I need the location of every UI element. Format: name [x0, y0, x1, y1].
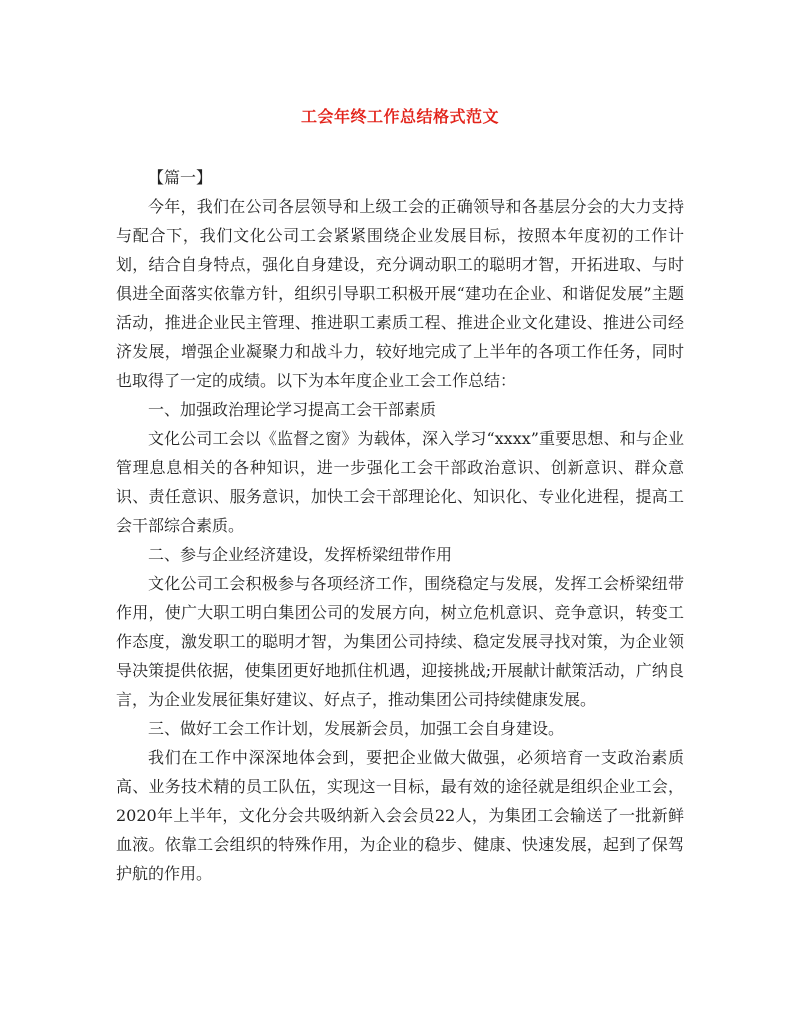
section-heading-3: 三、做好工会工作计划，发展新会员，加强工会自身建设。	[148, 719, 565, 738]
section-1-paragraph: 文化公司工会以《监督之窗》为载体，深入学习“xxxx”重要思想、和与企业管理息息相关的各种知识，进一步强化工会干部政治意识、创新意识、群众意识、责任意识、服务意识，加快工会干部理论化、知识化、专业化进程，提高工会干部综合素质。	[116, 429, 684, 535]
section-heading-pian-yi: 【篇一】	[148, 168, 213, 187]
document-title: 工会年终工作总结格式范文	[300, 107, 499, 126]
section-heading-2: 二、参与企业经济建设，发挥桥梁纽带作用	[148, 545, 453, 564]
intro-paragraph: 今年，我们在公司各层领导和上级工会的正确领导和各基层分会的大力支持与配合下，我们文化公司工会紧紧围绕企业发展目标，按照本年度初的工作计划，结合自身特点，强化自身建设，充分调动职工的聪明才智，开拓进取、与时俱进全面落实依靠方针，组织引导职工积极开展“建功在企业、和谐促发展”主题活动，推进企业民主管理、推进职工素质工程、推进企业文化建设、推进公司经济发展，增强企业凝聚力和战斗力，较好地完成了上半年的各项工作任务，同时也取得了一定的成绩。以下为本年度企业工会工作总结：	[116, 197, 684, 390]
section-2-paragraph: 文化公司工会积极参与各项经济工作，围绕稳定与发展，发挥工会桥梁纽带作用，使广大职工明白集团公司的发展方向，树立危机意识、竞争意识，转变工作态度，激发职工的聪明才智，为集团公司持续、稳定发展寻找对策，为企业领导决策提供依据，使集团更好地抓住机遇，迎接挑战;开展献计献策活动，广纳良言，为企业发展征集好建议、好点子，推动集团公司持续健康发展。	[116, 574, 684, 709]
section-heading-1: 一、加强政治理论学习提高工会干部素质	[148, 400, 437, 419]
section-3-paragraph: 我们在工作中深深地体会到，要把企业做大做强，必须培育一支政治素质高、业务技术精的员工队伍，实现这一目标，最有效的途径就是组织企业工会，2020年上半年，文化分会共吸纳新入会会员22人，为集团工会输送了一批新鲜血液。依靠工会组织的特殊作用，为企业的稳步、健康、快速发展，起到了保驾护航的作用。	[116, 748, 684, 883]
document-body	[116, 163, 684, 888]
